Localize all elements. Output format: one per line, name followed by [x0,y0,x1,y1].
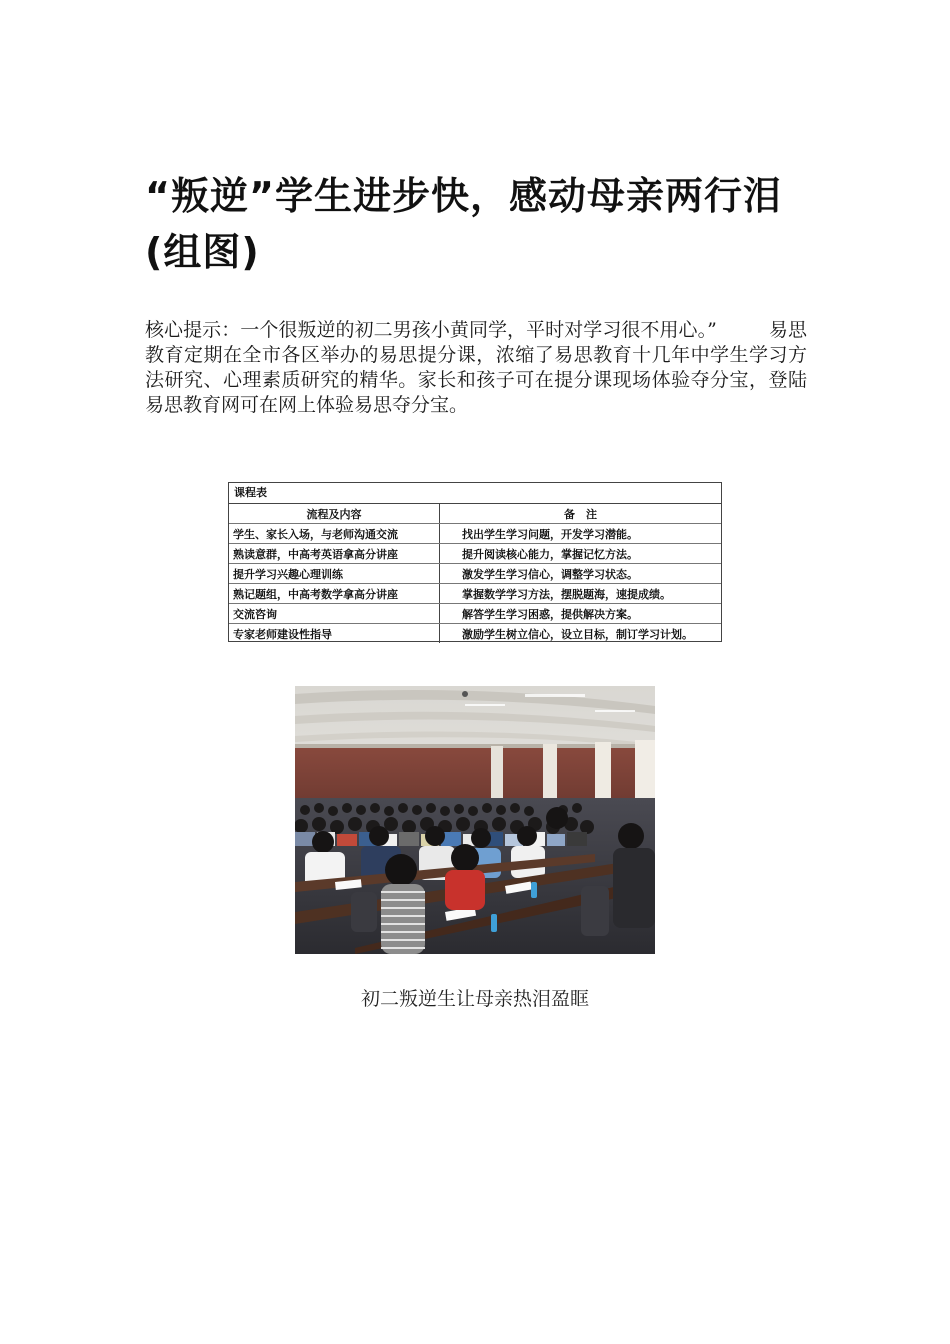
schedule-row [229,604,721,624]
schedule-cell-content: 提升学习兴趣心理训练 [229,564,440,584]
schedule-header-row [229,504,721,524]
schedule-row [229,524,721,544]
schedule-table [229,504,721,643]
lecture-hall-photo [295,686,655,954]
schedule-row [229,564,721,584]
schedule-cell-content: 熟记题组，中高考数学拿高分讲座 [229,584,440,604]
schedule-table-image [228,482,722,642]
summary-core-hint: 核心提示：一个很叛逆的初二男孩小黄同学，平时对学习很不用心。” [145,319,717,341]
schedule-cell-content: 专家老师建设性指导 [229,624,440,644]
schedule-cell-notes: 激励学生树立信心，设立目标，制订学习计划。 [462,627,693,641]
article-summary [145,318,807,418]
summary-body: 易思教育定期在全市各区举办的易思提分课，浓缩了易思教育十几年中学生学习方法研究、心理素质研究的精华。家长和孩子可在提分课现场体验夺分宝，登陆易思教育网可在网上体验易思夺分宝。 [145,319,807,416]
schedule-cell-notes: 激发学生学习信心，调整学习状态。 [440,564,722,584]
schedule-cell-notes: 掌握数学学习方法，摆脱题海，速提成绩。 [440,584,722,604]
schedule-cell-content: 交流咨询 [229,604,440,624]
schedule-cell-notes: 找出学生学习问题，开发学习潜能。 [440,524,722,544]
schedule-cell-content: 学生、家长入场，与老师沟通交流 [229,524,440,544]
article-title: “叛逆”学生进步快，感动母亲两行泪(组图) [145,174,782,274]
schedule-cell-notes: 解答学生学习困惑，提供解决方案。 [440,604,722,624]
schedule-row [229,624,721,644]
schedule-header-content: 流程及内容 [229,504,440,524]
schedule-cell-notes: 提升阅读核心能力，掌握记忆方法。 [440,544,722,564]
schedule-row [229,584,721,604]
photo-caption: 初二叛逆生让母亲热泪盈眶 [360,988,589,1010]
lecture-hall-illustration [295,686,655,954]
schedule-header-notes: 备 注 [440,504,722,524]
schedule-row [229,544,721,564]
schedule-cell-content: 熟读意群，中高考英语拿高分讲座 [229,544,440,564]
schedule-caption: 课程表 [229,483,721,504]
